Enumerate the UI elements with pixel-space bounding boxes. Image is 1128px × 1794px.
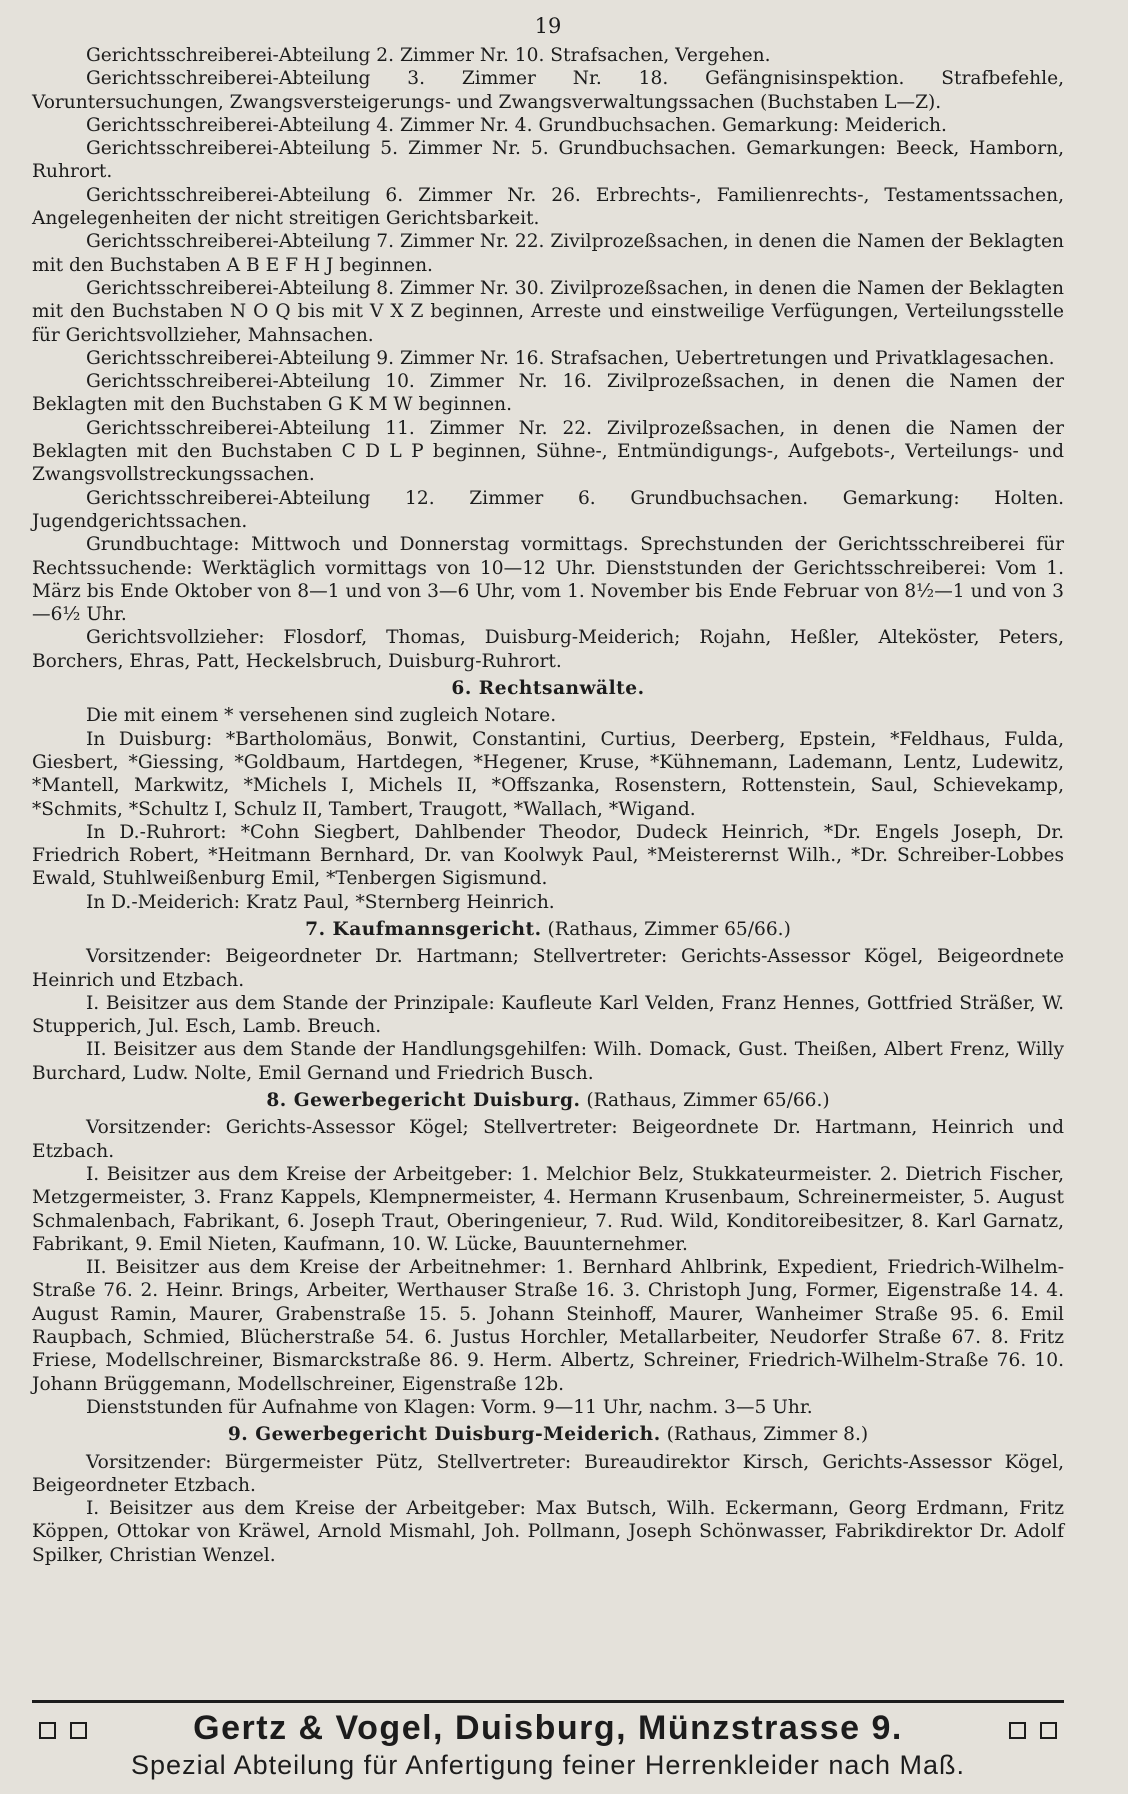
- paragraph: Gerichtsschreiberei-Abteilung 10. Zimmer Nr. 16. Zivilprozeßsachen, in denen die Namen der Beklagten mit den Buchstaben G K M W beginnen.: [32, 371, 1064, 416]
- section-heading-gewerbegericht-meiderich: [32, 1423, 1064, 1446]
- section-location: (Rathaus, Zimmer 65/66.): [547, 918, 791, 940]
- advertisement: [32, 1700, 1064, 1781]
- paragraph: Vorsitzender: Bürgermeister Pütz, Stellvertreter: Bureaudirektor Kirsch, Gerichts-Assessor Kögel, Beigeordneter Etzbach.: [32, 1451, 1064, 1496]
- square-bullets-icon: [1002, 1709, 1064, 1748]
- section-heading-rechtsanwaelte: [32, 677, 1064, 700]
- paragraph: In D.-Meiderich: Kratz Paul, *Sternberg Heinrich.: [85, 891, 555, 913]
- paragraph: Gerichtsschreiberei-Abteilung 7. Zimmer Nr. 22. Zivilprozeßsachen, in denen die Namen der Beklagten mit den Buchstaben A B E F H J beginnen.: [32, 231, 1064, 276]
- paragraph: Gerichtsschreiberei-Abteilung 2. Zimmer Nr. 10. Strafsachen, Vergehen.: [85, 45, 771, 66]
- paragraph: In D.-Ruhrort: *Cohn Siegbert, Dahlbender Theodor, Dudeck Heinrich, *Dr. Engels Joseph, Dr. Friedrich Robert, *Heitmann Bernhard, Dr. van Koolwyk Paul, *Meisterernst Wilh., *Dr. Schreiber-Lobbes Ewald, Stuhlweißenburg Emil, *Tenbergen Sigismund.: [32, 821, 1064, 890]
- paragraph: Gerichtsschreiberei-Abteilung 4. Zimmer Nr. 4. Grundbuchsachen. Gemarkung: Meiderich.: [85, 114, 947, 136]
- paragraph: Die mit einem * versehenen sind zugleich Notare.: [85, 705, 557, 727]
- paragraph: Gerichtsschreiberei-Abteilung 12. Zimmer 6. Grundbuchsachen. Gemarkung: Holten. Jugendgerichtssachen.: [32, 487, 1064, 532]
- section-title: 8. Gewerbegericht Duisburg.: [266, 1090, 581, 1112]
- paragraph: I. Beisitzer aus dem Kreise der Arbeitgeber: Max Butsch, Wilh. Eckermann, Georg Erdmann, Fritz Köppen, Ottokar von Kräwel, Arnold Mismahl, Joh. Pollmann, Joseph Schönwasser, Fabrikdirektor Dr. Adolf Spilker, Christian Wenzel.: [32, 1498, 1064, 1566]
- section-heading-kaufmannsgericht: [32, 918, 1064, 941]
- divider: [32, 1700, 1064, 1703]
- paragraph: I. Beisitzer aus dem Stande der Prinzipale: Kaufleute Karl Velden, Franz Hennes, Gottfried Sträßer, W. Stupperich, Jul. Esch, Lamb. Breuch.: [32, 992, 1064, 1038]
- section-location: (Rathaus, Zimmer 65/66.): [586, 1090, 830, 1112]
- paragraph: II. Beisitzer aus dem Stande der Handlungsgehilfen: Wilh. Domack, Gust. Theißen, Albert Frenz, Willy Burchard, Ludw. Nolte, Emil Gernand und Friedrich Busch.: [32, 1039, 1064, 1084]
- advertisement-headline: [32, 1709, 1064, 1748]
- paragraph: Gerichtsschreiberei-Abteilung 9. Zimmer Nr. 16. Strafsachen, Uebertretungen und Privatklagesachen.: [85, 347, 1055, 369]
- paragraph: Gerichtsschreiberei-Abteilung 8. Zimmer Nr. 30. Zivilprozeßsachen, in denen die Namen der Beklagten mit den Buchstaben N O Q bis mit V X Z beginnen, Arreste und einstweilige Verfügungen, Verteilungsstelle für Gerichtsvollzieher, Mahnsachen.: [32, 277, 1064, 346]
- paragraph: Gerichtsschreiberei-Abteilung 5. Zimmer Nr. 5. Grundbuchsachen. Gemarkungen: Beeck, Hamborn, Ruhrort.: [32, 138, 1064, 183]
- page-number: 19: [534, 14, 562, 38]
- paragraph: Vorsitzender: Beigeordneter Dr. Hartmann; Stellvertreter: Gerichts-Assessor Kögel, Beigeordnete Heinrich und Etzbach.: [32, 946, 1064, 991]
- square-bullets-icon: [32, 1709, 94, 1748]
- advertisement-tagline: Spezial Abteilung für Anfertigung feiner Herrenkleider nach Maß.: [131, 1750, 965, 1780]
- paragraph: II. Beisitzer aus dem Kreise der Arbeitnehmer: 1. Bernhard Ahlbrink, Expedient, Friedrich-Wilhelm-Straße 76. 2. Heinr. Brings, Arbeiter, Werthauser Straße 16. 3. Christoph Jung, Former, Eigenstraße 14. 4. August Ramin, Maurer, Grabenstraße 15. 5. Johann Steinhoff, Maurer, Wanheimer Straße 95. 6. Emil Raupbach, Schmied, Blücherstraße 54. 6. Justus Horchler, Metallarbeiter, Neudorfer Straße 67. 8. Fritz Friese, Modellschreiner, Bismarckstraße 86. 9. Herm. Albertz, Schreiner, Friedrich-Wilhelm-Straße 76. 10. Johann Brüggemann, Modellschreiner, Eigenstraße 12b.: [32, 1257, 1064, 1395]
- paragraph: Gerichtsvollzieher: Flosdorf, Thomas, Duisburg-Meiderich; Rojahn, Heßler, Alteköster, Peters, Borchers, Ehras, Patt, Heckelsbruch, Duisburg-Ruhrort.: [32, 627, 1064, 672]
- section-title: 9. Gewerbegericht Duisburg-Meiderich.: [227, 1424, 661, 1446]
- paragraph: Vorsitzender: Gerichts-Assessor Kögel; Stellvertreter: Beigeordnete Dr. Hartmann, Heinrich und Etzbach.: [32, 1117, 1064, 1162]
- paragraph: Dienststunden für Aufnahme von Klagen: Vorm. 9—11 Uhr, nachm. 3—5 Uhr.: [85, 1396, 813, 1418]
- advertisement-company: Gertz & Vogel, Duisburg, Münzstrasse 9.: [193, 1709, 903, 1747]
- paragraph: In Duisburg: *Bartholomäus, Bonwit, Constantini, Curtius, Deerberg, Epstein, *Feldhaus, Fulda, Giesbert, *Giessing, *Goldbaum, Hartdegen, *Hegener, Kruse, *Kühnemann, Lademann, Lentz, Ludewitz, *Mantell, Markwitz, *Michels I, Michels II, *Offszanka, Rosenstern, Rottenstein, Saul, Schievekamp, *Schmits, *Schultz I, Schulz II, Tambert, Traugott, *Wallach, *Wigand.: [32, 728, 1064, 820]
- paragraph: Grundbuchtage: Mittwoch und Donnerstag vormittags. Sprechstunden der Gerichtsschreiberei für Rechtssuchende: Werktäglich vormittags von 10—12 Uhr. Dienststunden der Gerichtsschreiberei: Vom 1. März bis Ende Oktober von 8—1 und von 3—6 Uhr, vom 1. November bis Ende Februar von 8½—1 und von 3—6½ Uhr.: [32, 534, 1064, 626]
- paragraph: Gerichtsschreiberei-Abteilung 6. Zimmer Nr. 26. Erbrechts-, Familienrechts-, Testamentssachen, Angelegenheiten der nicht streitigen Gerichtsbarkeit.: [32, 184, 1064, 230]
- paragraph: Gerichtsschreiberei-Abteilung 11. Zimmer Nr. 22. Zivilprozeßsachen, in denen die Namen der Beklagten mit den Buchstaben C D L P beginnen, Sühne-, Entmündigungs-, Aufgebots-, Verteilungs- und Zwangsvollstreckungssachen.: [32, 417, 1064, 486]
- section-title: 7. Kaufmannsgericht.: [305, 918, 542, 940]
- paragraph: I. Beisitzer aus dem Kreise der Arbeitgeber: 1. Melchior Belz, Stukkateurmeister. 2. Dietrich Fischer, Metzgermeister, 3. Franz Kappels, Klempnermeister, 4. Hermann Krusenbaum, Schreinermeister, 5. August Schmalenbach, Fabrikant, 6. Joseph Traut, Oberingenieur, 7. Rud. Wild, Konditoreibesitzer, 8. Karl Garnatz, Fabrikant, 9. Emil Nieten, Kaufmann, 10. W. Lücke, Bauunternehmer.: [32, 1163, 1064, 1255]
- page-body: [32, 44, 1064, 1567]
- section-title: 6. Rechtsanwälte.: [451, 678, 645, 700]
- paragraph: Gerichtsschreiberei-Abteilung 3. Zimmer Nr. 18. Gefängnisinspektion. Strafbefehle, Voruntersuchungen, Zwangsversteigerungs- und Zwangsverwaltungssachen (Buchstaben L—Z).: [32, 68, 1064, 113]
- section-location: (Rathaus, Zimmer 8.): [666, 1424, 869, 1446]
- section-heading-gewerbegericht-duisburg: [32, 1089, 1064, 1112]
